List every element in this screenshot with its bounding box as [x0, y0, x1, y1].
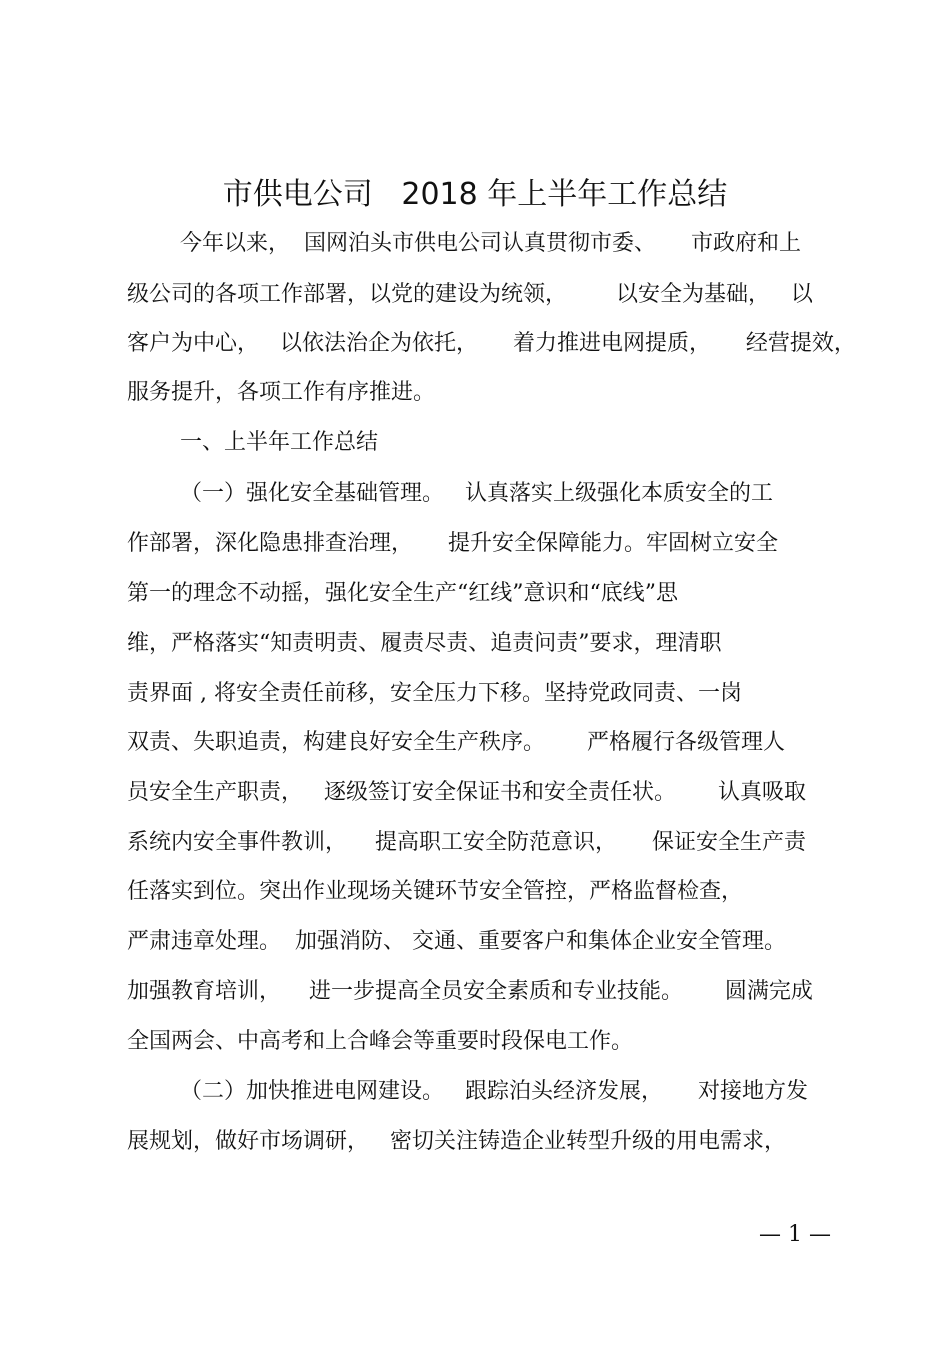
paragraph-line: 任落实到位。突出作业现场关键环节安全管控，严格监督检查， [127, 879, 744, 904]
paragraph-line: 维，严格落实“知责明责、履责尽责、追责问责”要求，理清职 [127, 631, 722, 656]
paragraph-line: 全国两会、中高考和上合峰会等重要时段保电工作。 [127, 1029, 634, 1054]
paragraph-line: 系统内安全事件教训， 提高职工安全防范意识， 保证安全生产责 [127, 830, 806, 855]
page-number: — 1 — [759, 1222, 831, 1247]
paragraph-line: 级公司的各项工作部署，以党的建设为统领， 以安全为基础， 以 [127, 282, 813, 307]
section-heading: 一、上半年工作总结 [180, 430, 379, 455]
paragraph-line: 第一的理念不动摇，强化安全生产“红线”意识和“底线”思 [127, 581, 678, 606]
paragraph-line: 双责、失职追责，构建良好安全生产秩序。 严格履行各级管理人 [127, 730, 785, 755]
paragraph-line: 作部署，深化隐患排查治理， 提升安全保障能力。牢固树立安全 [127, 531, 778, 556]
paragraph-line: 严肃违章处理。 加强消防、 交通、重要客户和集体企业安全管理。 [127, 929, 786, 954]
paragraph-line: 员安全生产职责， 逐级签订安全保证书和安全责任状。 认真吸取 [127, 780, 806, 805]
document-title: 市供电公司 2018 年上半年工作总结 [222, 177, 728, 212]
paragraph-line: 加强教育培训， 进一步提高全员安全素质和专业技能。 圆满完成 [127, 979, 813, 1004]
paragraph-line: 客户为中心， 以依法治企为依托， 着力推进电网提质， 经营提效， [127, 331, 856, 356]
paragraph-line: （一）强化安全基础管理。 认真落实上级强化本质安全的工 [180, 481, 773, 506]
paragraph-line: （二）加快推进电网建设。 跟踪泊头经济发展， 对接地方发 [180, 1079, 808, 1104]
paragraph-line: 服务提升，各项工作有序推进。 [127, 380, 436, 405]
paragraph-line: 今年以来， 国网泊头市供电公司认真贯彻市委、 市政府和上 [180, 231, 801, 256]
paragraph-line: 展规划，做好市场调研， 密切关注铸造企业转型升级的用电需求， [127, 1129, 786, 1154]
paragraph-line: 责界面 , 将安全责任前移，安全压力下移。坚持党政同责、一岗 [127, 681, 742, 706]
